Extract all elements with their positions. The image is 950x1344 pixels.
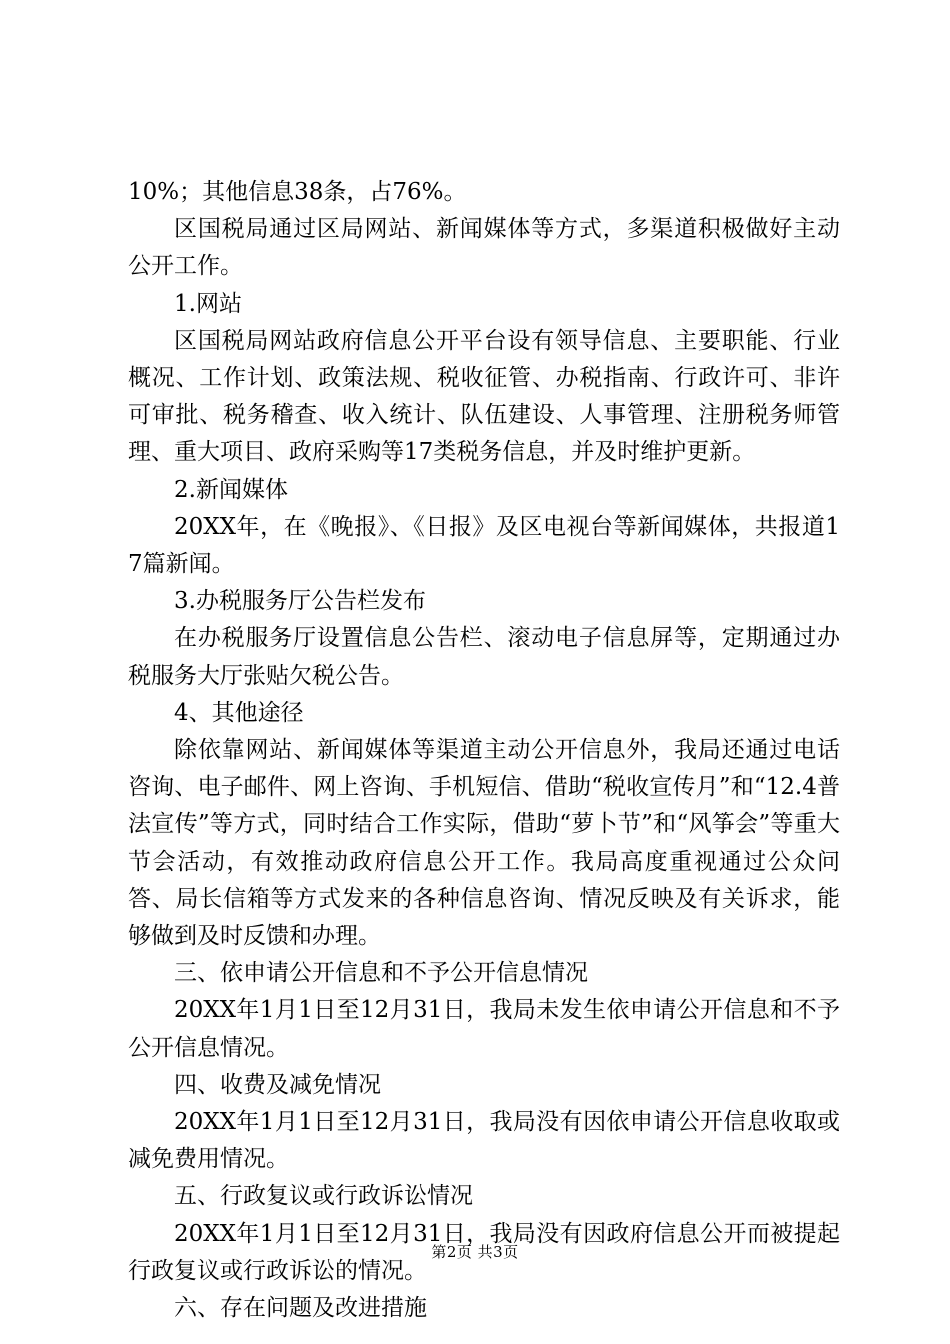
paragraph-website: 区国税局网站政府信息公开平台设有领导信息、主要职能、行业概况、工作计划、政策法规、税收征管、办税指南、行政许可、非许可审批、税务稽查、收入统计、队伍建设、人事管理、注册税务师管理、重大项目、政府采购等17类税务信息，并及时维护更新。 bbox=[128, 327, 840, 466]
document-body bbox=[128, 174, 840, 1327]
paragraph-section-5: 20XX年1月1日至12月31日，我局没有因政府信息公开而被提起行政复议或行政诉讼的情况。 bbox=[128, 1220, 840, 1284]
heading-section-4: 四、收费及减免情况 bbox=[174, 1071, 381, 1098]
heading-other-channels: 4、其他途径 bbox=[174, 699, 304, 726]
paragraph-news-media: 20XX年，在《晚报》、《日报》及区电视台等新闻媒体，共报道17篇新闻。 bbox=[128, 513, 840, 578]
heading-bulletin-board: 3.办税服务厅公告栏发布 bbox=[174, 588, 426, 615]
heading-section-6: 六、存在问题及改进措施 bbox=[174, 1295, 427, 1322]
paragraph-other-channels: 除依靠网站、新闻媒体等渠道主动公开信息外，我局还通过电话咨询、电子邮件、网上咨询、手机短信、借助“税收宣传月”和“12.4普法宣传”等方式，同时结合工作实际，借助“萝卜节”和“风筝会”等重大节会活动，有效推动政府信息公开工作。我局高度重视通过公众问答、局长信箱等方式发来的各种信息咨询、情况反映及有关诉求，能够做到及时反馈和办理。 bbox=[128, 737, 840, 950]
heading-website: 1.网站 bbox=[174, 290, 242, 317]
paragraph-section-4: 20XX年1月1日至12月31日，我局没有因依申请公开信息收取或减免费用情况。 bbox=[128, 1109, 840, 1173]
heading-section-3: 三、依申请公开信息和不予公开信息情况 bbox=[174, 960, 588, 987]
heading-news-media: 2.新闻媒体 bbox=[174, 476, 288, 503]
page-number-footer: 第2页 共3页 bbox=[431, 1243, 519, 1261]
paragraph-1: 10%；其他信息38条，占76%。 bbox=[128, 179, 467, 205]
paragraph-bulletin-board: 在办税服务厅设置信息公告栏、滚动电子信息屏等，定期通过办税服务大厅张贴欠税公告。 bbox=[128, 625, 840, 689]
paragraph-section-3: 20XX年1月1日至12月31日，我局未发生依申请公开信息和不予公开信息情况。 bbox=[128, 997, 840, 1061]
heading-section-5: 五、行政复议或行政诉讼情况 bbox=[174, 1183, 473, 1210]
paragraph-2: 区国税局通过区局网站、新闻媒体等方式，多渠道积极做好主动公开工作。 bbox=[128, 216, 840, 280]
